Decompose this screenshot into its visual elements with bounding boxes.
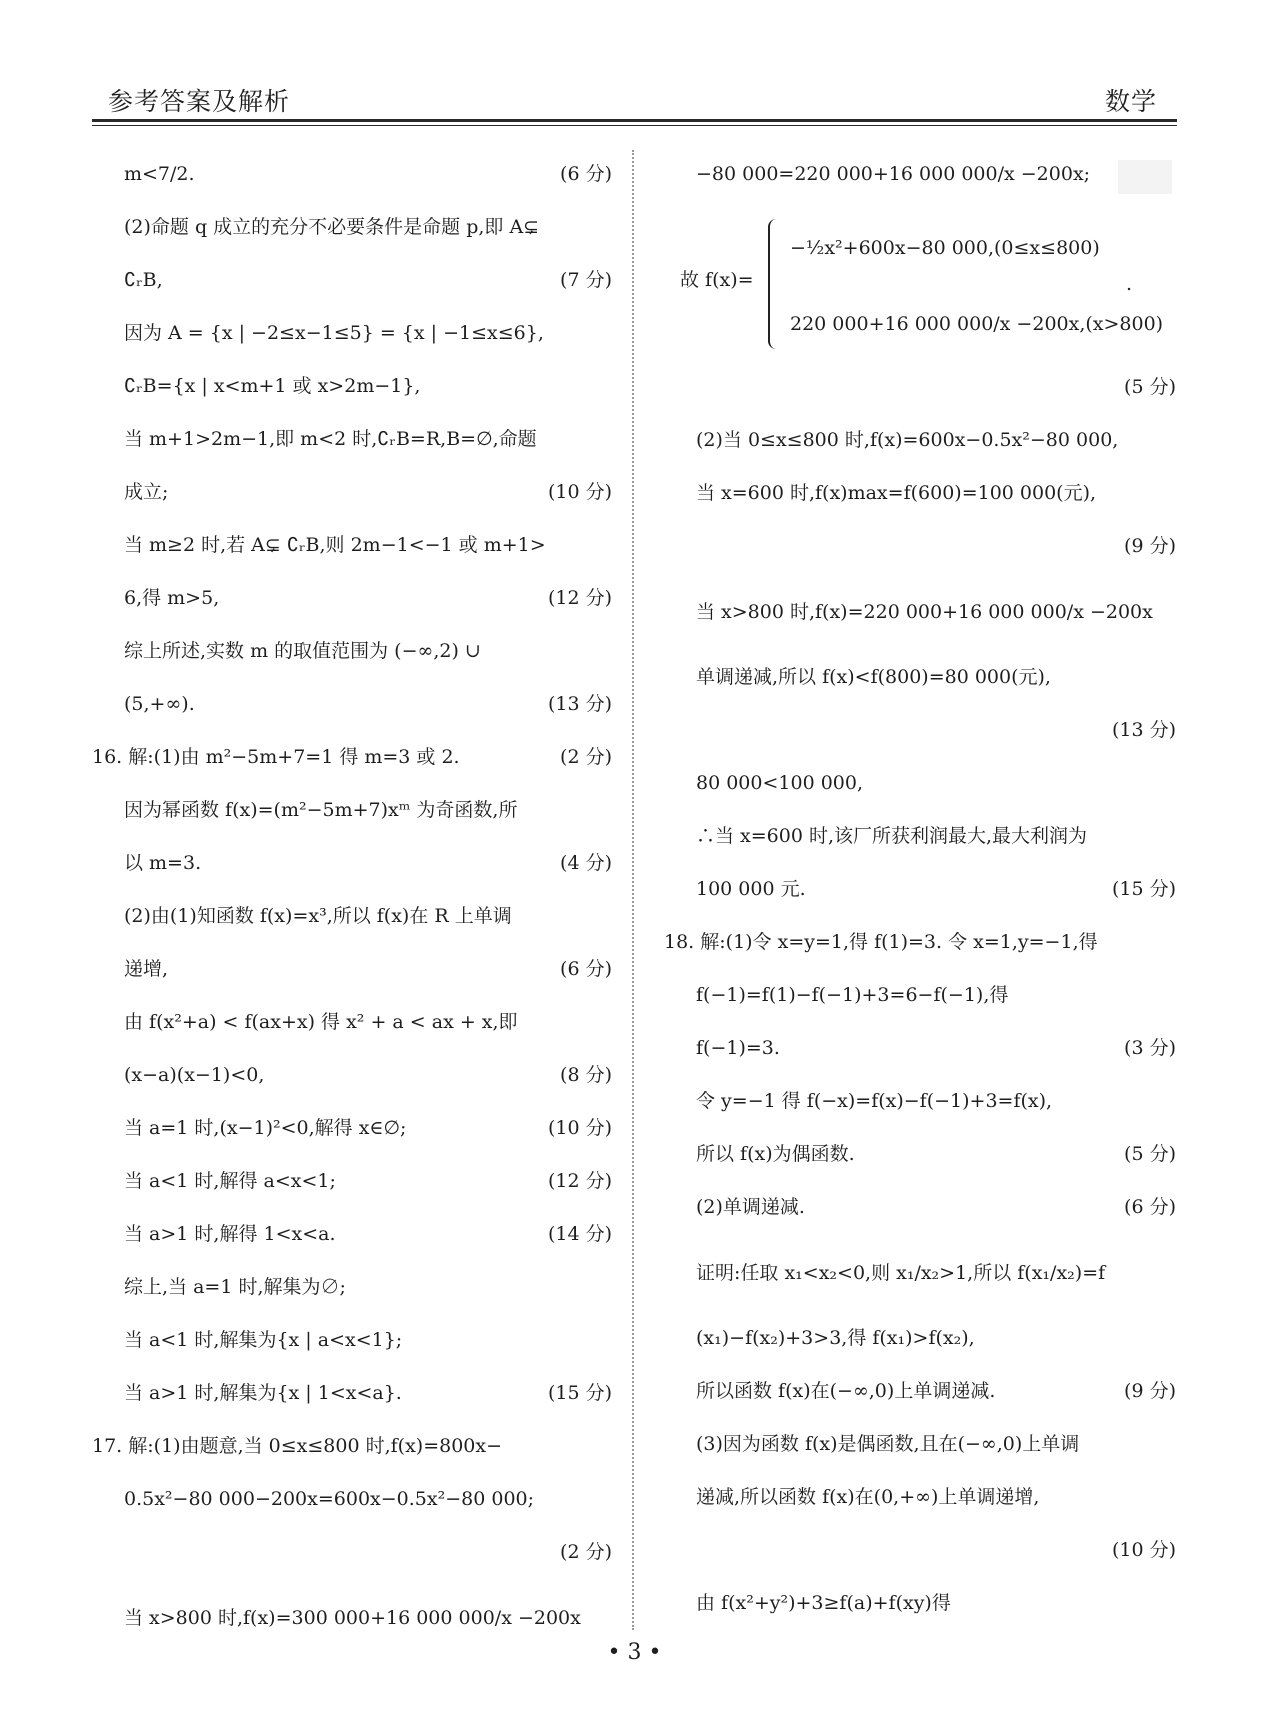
piecewise-lead: 故 f(x)= — [680, 269, 754, 291]
text-line — [92, 625, 612, 678]
line-text: 6,得 m>5, — [124, 587, 220, 609]
text-line — [92, 519, 612, 572]
text-line — [92, 1367, 612, 1420]
column-divider — [632, 150, 634, 1630]
line-text: 以 m=3. — [124, 852, 202, 874]
line-text: 由 f(x²+a) < f(ax+x) 得 x² + a < ax + x,即 — [124, 1011, 518, 1033]
line-text: 综上所述,实数 m 的取值范围为 (−∞,2) ∪ — [124, 640, 481, 662]
line-text: ∴当 x=600 时,该厂所获利润最大,最大利润为 — [696, 825, 1088, 847]
line-text: (x−a)(x−1)<0, — [124, 1064, 265, 1086]
page-header — [92, 78, 1177, 118]
score-label: (7 分) — [560, 269, 612, 291]
text-line — [664, 414, 1176, 467]
text-line — [664, 1312, 1176, 1365]
line-text: 当 x>800 时,f(x)=220 000+16 000 000/x −200x — [696, 601, 1153, 623]
text-line — [664, 467, 1176, 520]
score-label: (10 分) — [1111, 1539, 1176, 1561]
line-text: 所以 f(x)为偶函数. — [696, 1143, 855, 1165]
text-line — [664, 1524, 1176, 1577]
line-text: 递减,所以函数 f(x)在(0,+∞)上单调递增, — [696, 1486, 1040, 1508]
score-label: (2 分) — [560, 1541, 612, 1563]
line-text: 单调递减,所以 f(x)<f(800)=80 000(元), — [696, 666, 1051, 688]
score-label: (13 分) — [547, 693, 612, 715]
text-line — [92, 1526, 612, 1579]
text-line — [92, 731, 612, 784]
text-line — [664, 757, 1176, 810]
line-text: 当 a=1 时,(x−1)²<0,解得 x∈∅; — [124, 1117, 407, 1139]
text-line — [664, 573, 1176, 651]
line-text: (2)单调递减. — [696, 1196, 805, 1218]
text-line — [92, 307, 612, 360]
text-line — [92, 413, 612, 466]
text-line — [664, 704, 1176, 757]
score-label: (6 分) — [1124, 1196, 1176, 1218]
text-line — [92, 1155, 612, 1208]
line-text: (5,+∞). — [124, 693, 195, 715]
score-label: (2 分) — [560, 746, 612, 768]
piecewise-case-2: 220 000+16 000 000/x −200x,(x>800) — [790, 313, 1164, 335]
text-line — [92, 466, 612, 519]
text-line — [92, 837, 612, 890]
text-line — [92, 1208, 612, 1261]
line-text: 成立; — [124, 481, 169, 503]
line-text: 18. 解:(1)令 x=y=1,得 f(1)=3. 令 x=1,y=−1,得 — [664, 931, 1098, 953]
line-text: 当 a>1 时,解集为{x | 1<x<a}. — [124, 1382, 402, 1404]
text-line — [664, 1022, 1176, 1075]
text-line — [92, 572, 612, 625]
text-line — [664, 1128, 1176, 1181]
text-line — [664, 520, 1176, 573]
line-text: 当 a<1 时,解集为{x | a<x<1}; — [124, 1329, 403, 1351]
line-text: 0.5x²−80 000−200x=600x−0.5x²−80 000; — [124, 1488, 535, 1510]
text-line — [92, 784, 612, 837]
text-line — [664, 863, 1176, 916]
score-label: (15 分) — [1111, 878, 1176, 900]
score-label: (14 分) — [547, 1223, 612, 1245]
line-text: 16. 解:(1)由 m²−5m+7=1 得 m=3 或 2. — [92, 746, 460, 768]
line-text: 80 000<100 000, — [696, 772, 864, 794]
line-text: (3)因为函数 f(x)是偶函数,且在(−∞,0)上单调 — [696, 1433, 1080, 1455]
line-text: 令 y=−1 得 f(−x)=f(x)−f(−1)+3=f(x), — [696, 1090, 1053, 1112]
score-label: (15 分) — [547, 1382, 612, 1404]
text-line — [92, 1473, 612, 1526]
right-column — [664, 148, 1176, 1630]
text-line — [664, 1365, 1176, 1418]
line-text: m<7/2. — [124, 163, 195, 185]
header-rule-thin — [92, 125, 1177, 126]
line-text: 所以函数 f(x)在(−∞,0)上单调递减. — [696, 1380, 996, 1402]
text-line — [664, 1181, 1176, 1234]
line-text: 100 000 元. — [696, 878, 806, 900]
header-subject: 数学 — [1104, 87, 1157, 116]
text-line — [664, 651, 1176, 704]
score-label: (9 分) — [1124, 1380, 1176, 1402]
text-line — [664, 810, 1176, 863]
score-label: (9 分) — [1124, 535, 1176, 557]
text-line — [92, 1102, 612, 1155]
text-line — [664, 1075, 1176, 1128]
text-line — [664, 969, 1176, 1022]
text-line — [664, 1418, 1176, 1471]
piecewise-function — [664, 201, 1176, 361]
line-text: 当 x>800 时,f(x)=300 000+16 000 000/x −200x — [124, 1607, 581, 1629]
header-title: 参考答案及解析 — [108, 87, 291, 116]
line-text: 递增, — [124, 958, 169, 980]
text-line — [664, 916, 1176, 969]
piecewise-end: . — [1126, 273, 1133, 295]
line-text: 综上,当 a=1 时,解集为∅; — [124, 1276, 346, 1298]
score-label: (4 分) — [560, 852, 612, 874]
text-line — [92, 254, 612, 307]
line-text: −80 000=220 000+16 000 000/x −200x; — [696, 163, 1091, 185]
score-label: (10 分) — [547, 481, 612, 503]
brace-icon — [768, 219, 784, 349]
page-number: • 3 • — [607, 1640, 662, 1665]
score-label: (12 分) — [547, 1170, 612, 1192]
score-label: (5 分) — [1124, 376, 1176, 398]
line-text: 因为 A = {x | −2≤x−1≤5} = {x | −1≤x≤6}, — [124, 322, 544, 344]
header-rule-thick — [92, 119, 1177, 122]
text-line — [92, 890, 612, 943]
line-text: 当 m≥2 时,若 A⊊ ∁ᵣB,则 2m−1<−1 或 m+1> — [124, 534, 546, 556]
text-line — [92, 1314, 612, 1367]
text-line — [92, 148, 612, 201]
score-label: (8 分) — [560, 1064, 612, 1086]
score-label: (5 分) — [1124, 1143, 1176, 1165]
line-text: (x₁)−f(x₂)+3>3,得 f(x₁)>f(x₂), — [696, 1327, 975, 1349]
text-line — [664, 361, 1176, 414]
left-column — [92, 148, 612, 1657]
score-label: (12 分) — [547, 587, 612, 609]
line-text: 证明:任取 x₁<x₂<0,则 x₁/x₂>1,所以 f(x₁/x₂)=f — [696, 1262, 1106, 1284]
line-text: 17. 解:(1)由题意,当 0≤x≤800 时,f(x)=800x− — [92, 1435, 503, 1457]
text-line — [92, 996, 612, 1049]
text-line — [92, 360, 612, 413]
text-line — [92, 1420, 612, 1473]
score-label: (6 分) — [560, 958, 612, 980]
line-text: (2)当 0≤x≤800 时,f(x)=600x−0.5x²−80 000, — [696, 429, 1119, 451]
line-text: (2)命题 q 成立的充分不必要条件是命题 p,即 A⊊ — [124, 216, 540, 238]
score-label: (10 分) — [547, 1117, 612, 1139]
line-text: (2)由(1)知函数 f(x)=x³,所以 f(x)在 R 上单调 — [124, 905, 512, 927]
score-label: (3 分) — [1124, 1037, 1176, 1059]
score-label: (6 分) — [560, 163, 612, 185]
text-line — [92, 1261, 612, 1314]
line-text: 因为幂函数 f(x)=(m²−5m+7)xᵐ 为奇函数,所 — [124, 799, 518, 821]
text-line — [664, 1471, 1176, 1524]
text-line — [664, 148, 1176, 201]
line-text: 当 a>1 时,解得 1<x<a. — [124, 1223, 336, 1245]
line-text: 当 a<1 时,解得 a<x<1; — [124, 1170, 336, 1192]
text-line — [664, 1577, 1176, 1630]
line-text: 由 f(x²+y²)+3≥f(a)+f(xy)得 — [696, 1592, 951, 1614]
text-line — [92, 678, 612, 731]
text-line — [664, 1234, 1176, 1312]
line-text: ∁ᵣB={x | x<m+1 或 x>2m−1}, — [124, 375, 421, 397]
text-line — [92, 943, 612, 996]
line-text: f(−1)=3. — [696, 1037, 780, 1059]
text-line — [92, 1049, 612, 1102]
line-text: 当 x=600 时,f(x)max=f(600)=100 000(元), — [696, 482, 1097, 504]
line-text: 当 m+1>2m−1,即 m<2 时,∁ᵣB=R,B=∅,命题 — [124, 428, 537, 450]
piecewise-case-1: −½x²+600x−80 000,(0≤x≤800) — [790, 237, 1100, 259]
line-text: ∁ᵣB, — [124, 269, 163, 291]
line-text: f(−1)=f(1)−f(−1)+3=6−f(−1),得 — [696, 984, 1009, 1006]
score-label: (13 分) — [1111, 719, 1176, 741]
text-line — [92, 201, 612, 254]
